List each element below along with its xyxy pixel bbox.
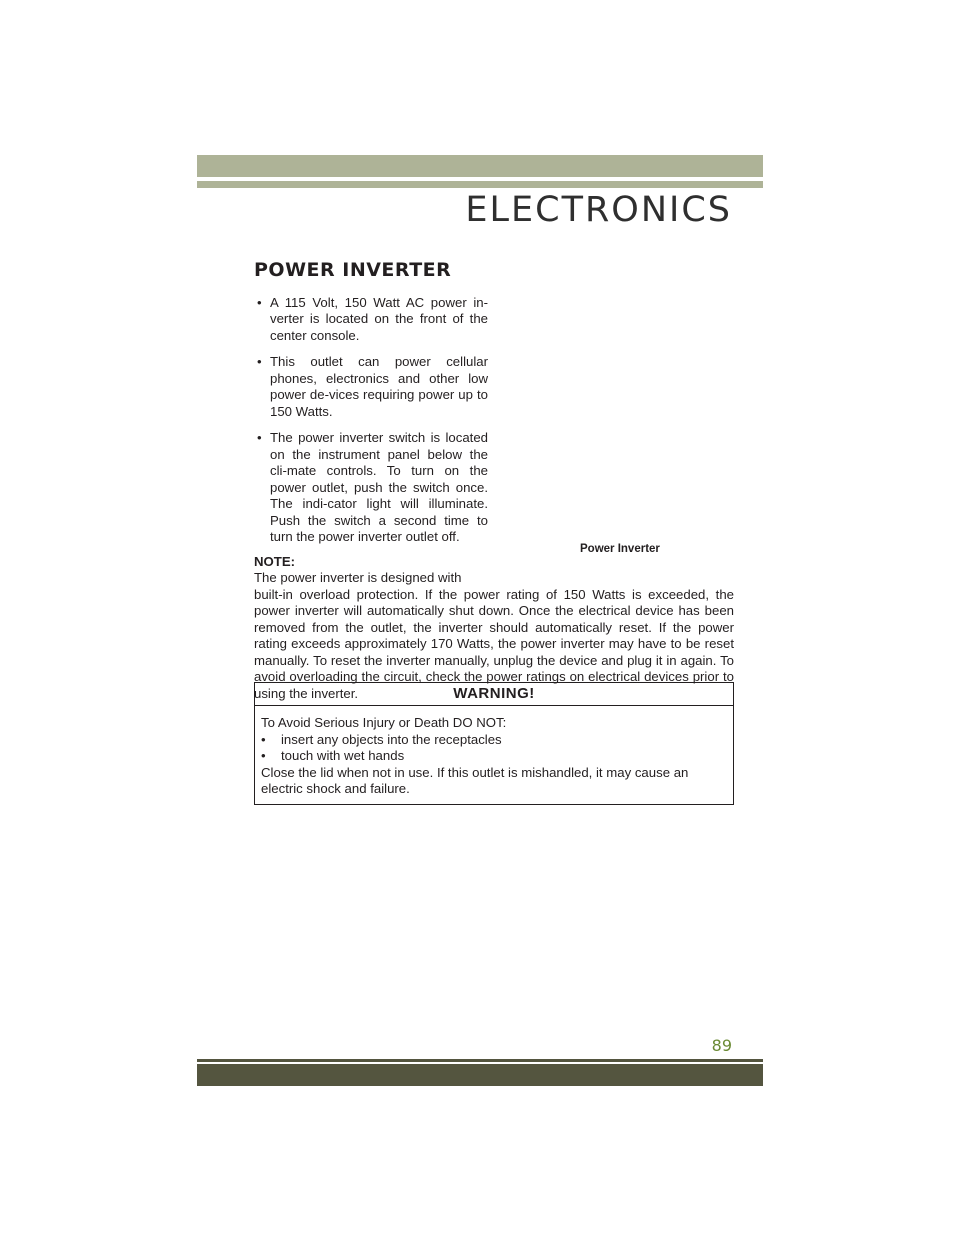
bullet-list: [254, 295, 488, 546]
warning-item: [261, 732, 727, 749]
warning-box: [254, 682, 734, 805]
header-rule: [197, 181, 763, 188]
bullet-dot-icon: •: [261, 748, 266, 763]
bullet-item: • The power inverter switch is located on the instrument panel below the cli-mate controls. To turn on the power outlet, push the switch once. The indi-cator light will illuminate. Push the switch a second time to turn the power inverter outlet off.: [254, 430, 488, 546]
note-first-line: The power inverter is designed with: [254, 570, 462, 585]
note-label: NOTE:: [254, 553, 296, 569]
warning-item: [261, 748, 727, 765]
figure-caption: Power Inverter: [580, 543, 660, 555]
warning-intro: To Avoid Serious Injury or Death DO NOT:: [261, 715, 507, 730]
page-title: POWER INVERTER: [254, 259, 452, 281]
warning-item-text: insert any objects into the receptacles: [281, 731, 502, 747]
note-body: built-in overload protection. If the power rating of 150 Watts is exceeded, the power inverter will automatically shut down. Once the electrical device has been removed from the outlet, the inverter should automatically reset. If the power rating exceeds approximately 170 Watts, the power inverter may have to be reset manually. To reset the inverter manually, unplug the device and plug it in again. To avoid overloading the circuit, check the power ratings on electrical devices prior to using the inverter.: [254, 586, 734, 701]
figure-placeholder: [500, 300, 734, 536]
bullet-dot-icon: •: [261, 731, 266, 747]
warning-title: WARNING!: [255, 683, 733, 706]
section-title: ELECTRONICS: [465, 190, 732, 230]
header-band: [197, 155, 763, 177]
bullet-item: • This outlet can power cellular phones, electronics and other low power de-vices requiring power up to 150 Watts.: [254, 354, 488, 420]
bullet-item: • A 115 Volt, 150 Watt AC power in-verter is located on the front of the center console.: [254, 295, 488, 345]
warning-body: [255, 706, 733, 798]
footer-band: [197, 1064, 763, 1086]
footer-rule: [197, 1059, 763, 1062]
page-number: 89: [711, 1036, 732, 1055]
text-column: [254, 295, 488, 546]
warning-item-text: touch with wet hands: [281, 748, 405, 763]
warning-closing: Close the lid when not in use. If this outlet is mishandled, it may cause an electric shock and failure.: [261, 764, 689, 796]
